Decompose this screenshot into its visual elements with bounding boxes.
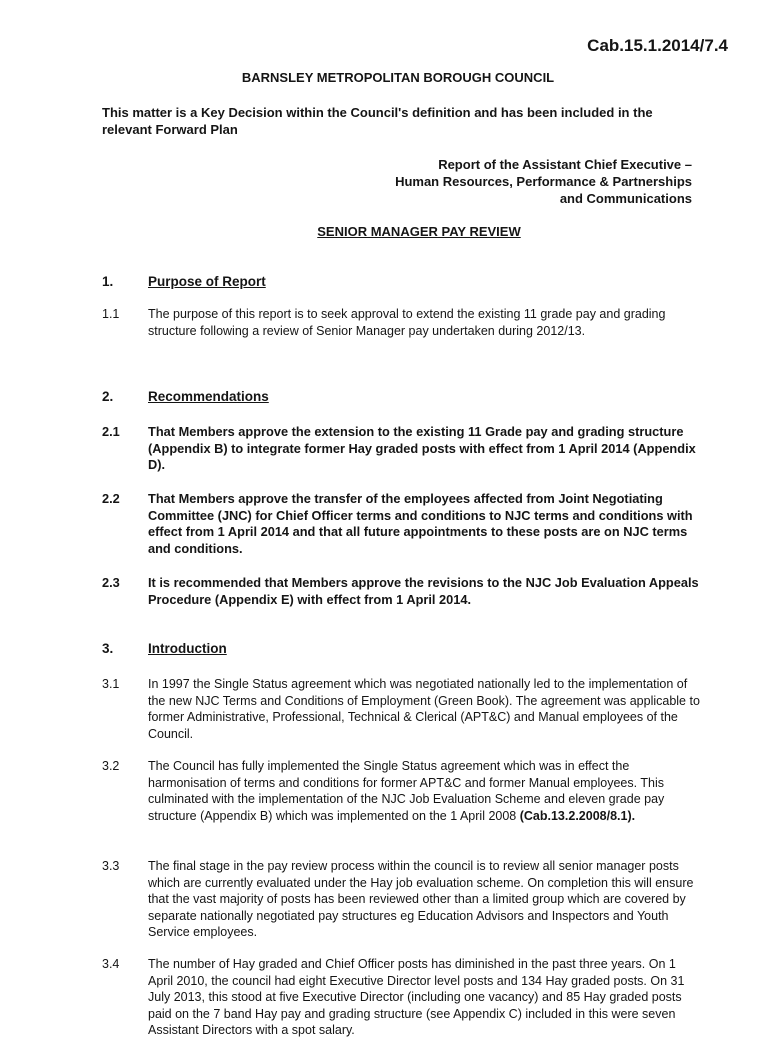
report-author-line: Human Resources, Performance & Partnerships: [395, 174, 692, 189]
paragraph-number: 1.1: [102, 307, 120, 321]
paragraph-text: That Members approve the extension to the existing 11 Grade pay and grading structure (Appendix B) to integrate former Hay graded posts with effect from 1 April 2014 (Appendix D).: [148, 424, 696, 472]
paragraph-number: 3.2: [102, 759, 120, 773]
section-title: Recommendations: [148, 389, 269, 404]
paragraph-number: 3.1: [102, 677, 120, 691]
paragraph-3-1: [102, 676, 702, 742]
report-author-line: and Communications: [559, 191, 692, 206]
paragraph-3-3: [102, 858, 702, 941]
paragraph-number: 2.2: [102, 491, 120, 506]
paragraph-number: 2.3: [102, 575, 120, 590]
paragraph-number: 3.3: [102, 859, 120, 873]
council-name: BARNSLEY METROPOLITAN BOROUGH COUNCIL: [241, 70, 555, 85]
paragraph-2-3: [102, 575, 702, 608]
paragraph-text: It is recommended that Members approve the revisions to the NJC Job Evaluation Appeals Procedure (Appendix E) with effect from 1 April 2014.: [148, 575, 699, 607]
section-heading-recommendations: [102, 389, 269, 404]
paragraph-text: The number of Hay graded and Chief Officer posts has diminished in the past three years. On 1 April 2010, the council had eight Executive Director level posts and 134 Hay graded posts. On 31 July 2013, this stood at five Executive Director (including one vacancy) and 85 Hay graded posts paid on the 7 band Hay pay and grading structure (see Appendix C) included in this were seven Assistant Directors with a spot salary.: [148, 957, 685, 1037]
paragraph-text: That Members approve the transfer of the employees affected from Joint Negotiating Committee (JNC) for Chief Officer terms and conditions to NJC terms and conditions with effect from 1 April 2014 and that all future appointments to these posts are on NJC terms and conditions.: [148, 491, 693, 556]
report-title: SENIOR MANAGER PAY REVIEW: [317, 224, 521, 239]
section-title: Purpose of Report: [148, 274, 266, 289]
cabinet-reference: (Cab.13.2.2008/8.1).: [519, 808, 636, 823]
paragraph-number: 3.4: [102, 957, 120, 971]
paragraph-text: The final stage in the pay review process within the council is to review all senior manager posts which are currently evaluated under the Hay job evaluation scheme. On completion this will ensure that the vast majority of posts has been reviewed other than a limited group which are covered by separate nationally negotiated pay structures eg Education Advisors and Inspectors and Youth Service employees.: [148, 859, 694, 939]
paragraph-2-2: [102, 491, 702, 557]
section-number: 3.: [102, 641, 114, 656]
section-heading-purpose: [102, 274, 266, 289]
document-reference: Cab.15.1.2014/7.4: [587, 36, 728, 55]
paragraph-text: The purpose of this report is to seek approval to extend the existing 11 grade pay and grading structure following a review of Senior Manager pay undertaken during 2012/13.: [148, 307, 666, 338]
report-author-block: [395, 156, 692, 207]
section-number: 2.: [102, 389, 114, 404]
paragraph-number: 2.1: [102, 424, 120, 439]
paragraph-text: The Council has fully implemented the Single Status agreement which was in effect the harmonisation of terms and conditions for former APT&C and former Manual employees. This culminated with the implementation of the NJC Job Evaluation Scheme and eleven grade pay structure (Appendix B) which was implemented on the 1 April 2008: [148, 759, 665, 823]
paragraph-3-2: [102, 758, 702, 824]
paragraph-2-1: [102, 424, 702, 474]
section-title: Introduction: [148, 641, 227, 656]
section-heading-introduction: [102, 641, 227, 656]
paragraph-3-4: [102, 956, 702, 1039]
paragraph-text: In 1997 the Single Status agreement which was negotiated nationally led to the implementation of the new NJC Terms and Conditions of Employment (Green Book). The agreement was applicable to former Administrative, Professional, Technical & Clerical (APT&C) and Manual employees of the Council.: [148, 677, 700, 741]
section-number: 1.: [102, 274, 114, 289]
key-decision-notice: This matter is a Key Decision within the Council's definition and has been included in the relevant Forward Plan: [102, 105, 653, 137]
paragraph-1-1: [102, 306, 702, 339]
report-author-line: Report of the Assistant Chief Executive –: [438, 157, 692, 172]
paragraph-text-wrapper: [148, 758, 702, 824]
